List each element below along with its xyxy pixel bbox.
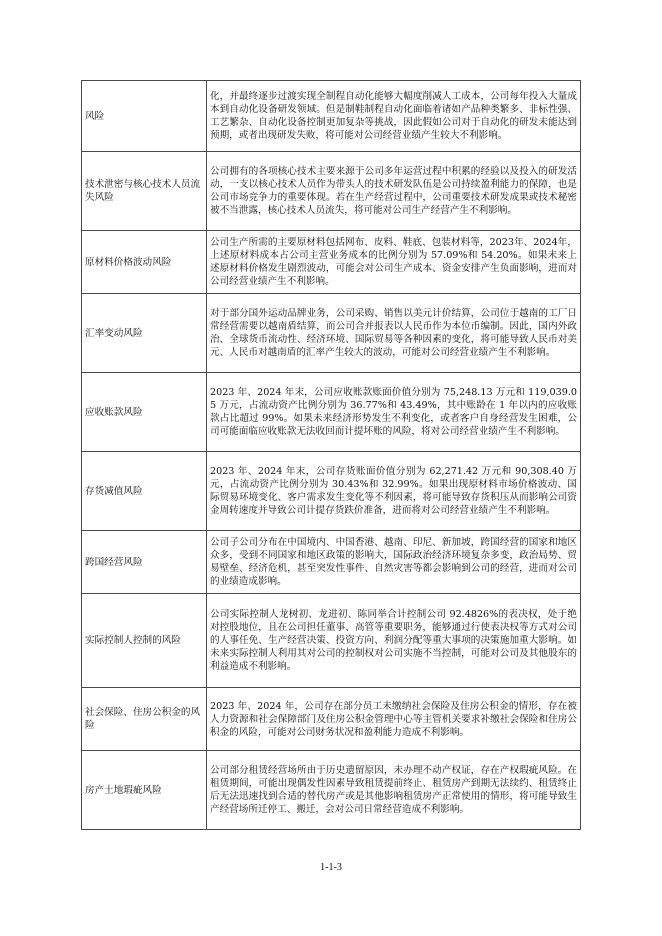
risk-description-cell: 2023 年、2024 年，公司存在部分员工未缴纳社会保险及住房公积金的情形，存在被人力资源和社会保障部门及住房公积金管理中心等主管机关要求补缴社会保险和住房公积金的风险，可能对公司财务状况和盈利能力造成不利影响。 — [207, 688, 581, 751]
risk-name-cell: 实际控制人控制的风险 — [82, 594, 207, 688]
page-number: 1-1-3 — [320, 862, 342, 873]
risk-factor-table — [81, 80, 581, 830]
table-row — [82, 81, 581, 152]
risk-name-cell: 应收账款风险 — [82, 373, 207, 452]
table-row — [82, 373, 581, 452]
risk-description-cell: 公司拥有的各项核心技术主要来源于公司多年运营过程中积累的经验以及投入的研发活动，一支以核心技术人员作为带头人的技术研发队伍是公司持续盈利能力的保障，也是公司市场竞争力的重要体现。若在生产经营过程中，公司重要技术研发成果或技术秘密被不当泄露，核心技术人员流失，将可能对公司生产经营产生不利影响。 — [207, 152, 581, 231]
risk-description-cell: 2023 年、2024 年末，公司应收账款账面价值分别为 75,248.13 万元和 119,039.05 万元，占流动资产比例分别为 36.77%和 43.49%，其中账龄在 1 年以内的应收账款占比超过 99%。如果未来经济形势发生不利变化，或者客户自身经营发生困难，公司可能面临应收账款无法收回而计提坏账的风险，将对公司经营业绩产生不利影响。 — [207, 373, 581, 452]
risk-name-cell: 技术泄密与核心技术人员流失风险 — [82, 152, 207, 231]
risk-description-cell: 对于部分国外运动品牌业务，公司采购、销售以美元计价结算，公司位于越南的工厂日常经营需要以越南盾结算，而公司合并报表以人民币作为本位币编制。因此，国内外政治、全球货币流动性、经济环境、国际贸易等各种因素的变化，将可能导致人民币对美元、人民币对越南盾的汇率产生较大的波动，可能对公司经营业绩产生不利影响。 — [207, 294, 581, 373]
risk-name-cell: 房产土地瑕疵风险 — [82, 751, 207, 830]
risk-name-cell: 原材料价格波动风险 — [82, 231, 207, 294]
table-row — [82, 152, 581, 231]
risk-name-cell: 风险 — [82, 81, 207, 152]
risk-name-cell: 汇率变动风险 — [82, 294, 207, 373]
risk-name-cell: 存货减值风险 — [82, 452, 207, 531]
risk-description-cell: 化，并最终逐步过渡实现全制程自动化能够大幅度削减人工成本，公司每年投入大量成本到自动化设备研发领域。但是制鞋制程自动化面临着诸如产品种类繁多、非标性强、工艺繁杂、自动化设备控制更加复杂等挑战，因此假如公司对于自动化的研发未能达到预期，或者出现研发失败，将可能对公司经营业绩产生较大不利影响。 — [207, 81, 581, 152]
risk-description-cell: 公司实际控制人龙树初、龙进初、陈同举合计控制公司 92.4826%的表决权，处于绝对控股地位，且在公司担任董事、高管等重要职务，能够通过行使表决权等方式对公司的人事任免、生产经营决策、投资方向、利润分配等重大事项的决策施加重大影响。如未来实际控制人利用其对公司的控制权对公司实施不当控制，可能对公司及其他股东的利益造成不利影响。 — [207, 594, 581, 688]
risk-description-cell: 公司子公司分布在中国境内、中国香港、越南、印尼、新加坡，跨国经营的国家和地区众多，受到不同国家和地区政策的影响大，国际政治经济环境复杂多变，政治局势、贸易壁垒、经济危机，甚至突发性事件、自然灾害等都会影响到公司的经营，进而对公司的业绩造成影响。 — [207, 531, 581, 594]
table-row — [82, 751, 581, 830]
risk-name-cell: 跨国经营风险 — [82, 531, 207, 594]
table-row — [82, 688, 581, 751]
table-row — [82, 531, 581, 594]
risk-name-cell: 社会保险、住房公积金的风险 — [82, 688, 207, 751]
risk-description-cell: 2023 年、2024 年末，公司存货账面价值分别为 62,271.42 万元和 90,308.40 万元，占流动资产比例分别为 30.43%和 32.99%。如果出现原材料市场价格波动、国际贸易环境变化、客户需求发生变化等不利因素，将可能导致存货积压从而影响公司资金周转速度并导致公司计提存货跌价准备，进而将对公司经营业绩产生不利影响。 — [207, 452, 581, 531]
table-row — [82, 594, 581, 688]
risk-description-cell: 公司生产所需的主要原材料包括网布、皮料、鞋底、包装材料等，2023年、2024年，上述原材料成本占公司主营业务成本的比例分别为 57.09%和 54.20%。如果未来上述原材料价格发生剧烈波动，可能会对公司生产成本、资金安排产生负面影响，进而对公司经营业绩产生不利影响。 — [207, 231, 581, 294]
table-row — [82, 452, 581, 531]
table-row — [82, 231, 581, 294]
table-row — [82, 294, 581, 373]
risk-description-cell: 公司部分租赁经营场所由于历史遗留原因，未办理不动产权证，存在产权瑕疵风险。在租赁期间，可能出现偶发性因素导致租赁提前终止、租赁房产到期无法续约、租赁终止后无法迅速找到合适的替代房产或是其他影响租赁房产正常使用的情形，将可能导致生产经营场所迁停工、搬迁，会对公司日常经营造成不利影响。 — [207, 751, 581, 830]
